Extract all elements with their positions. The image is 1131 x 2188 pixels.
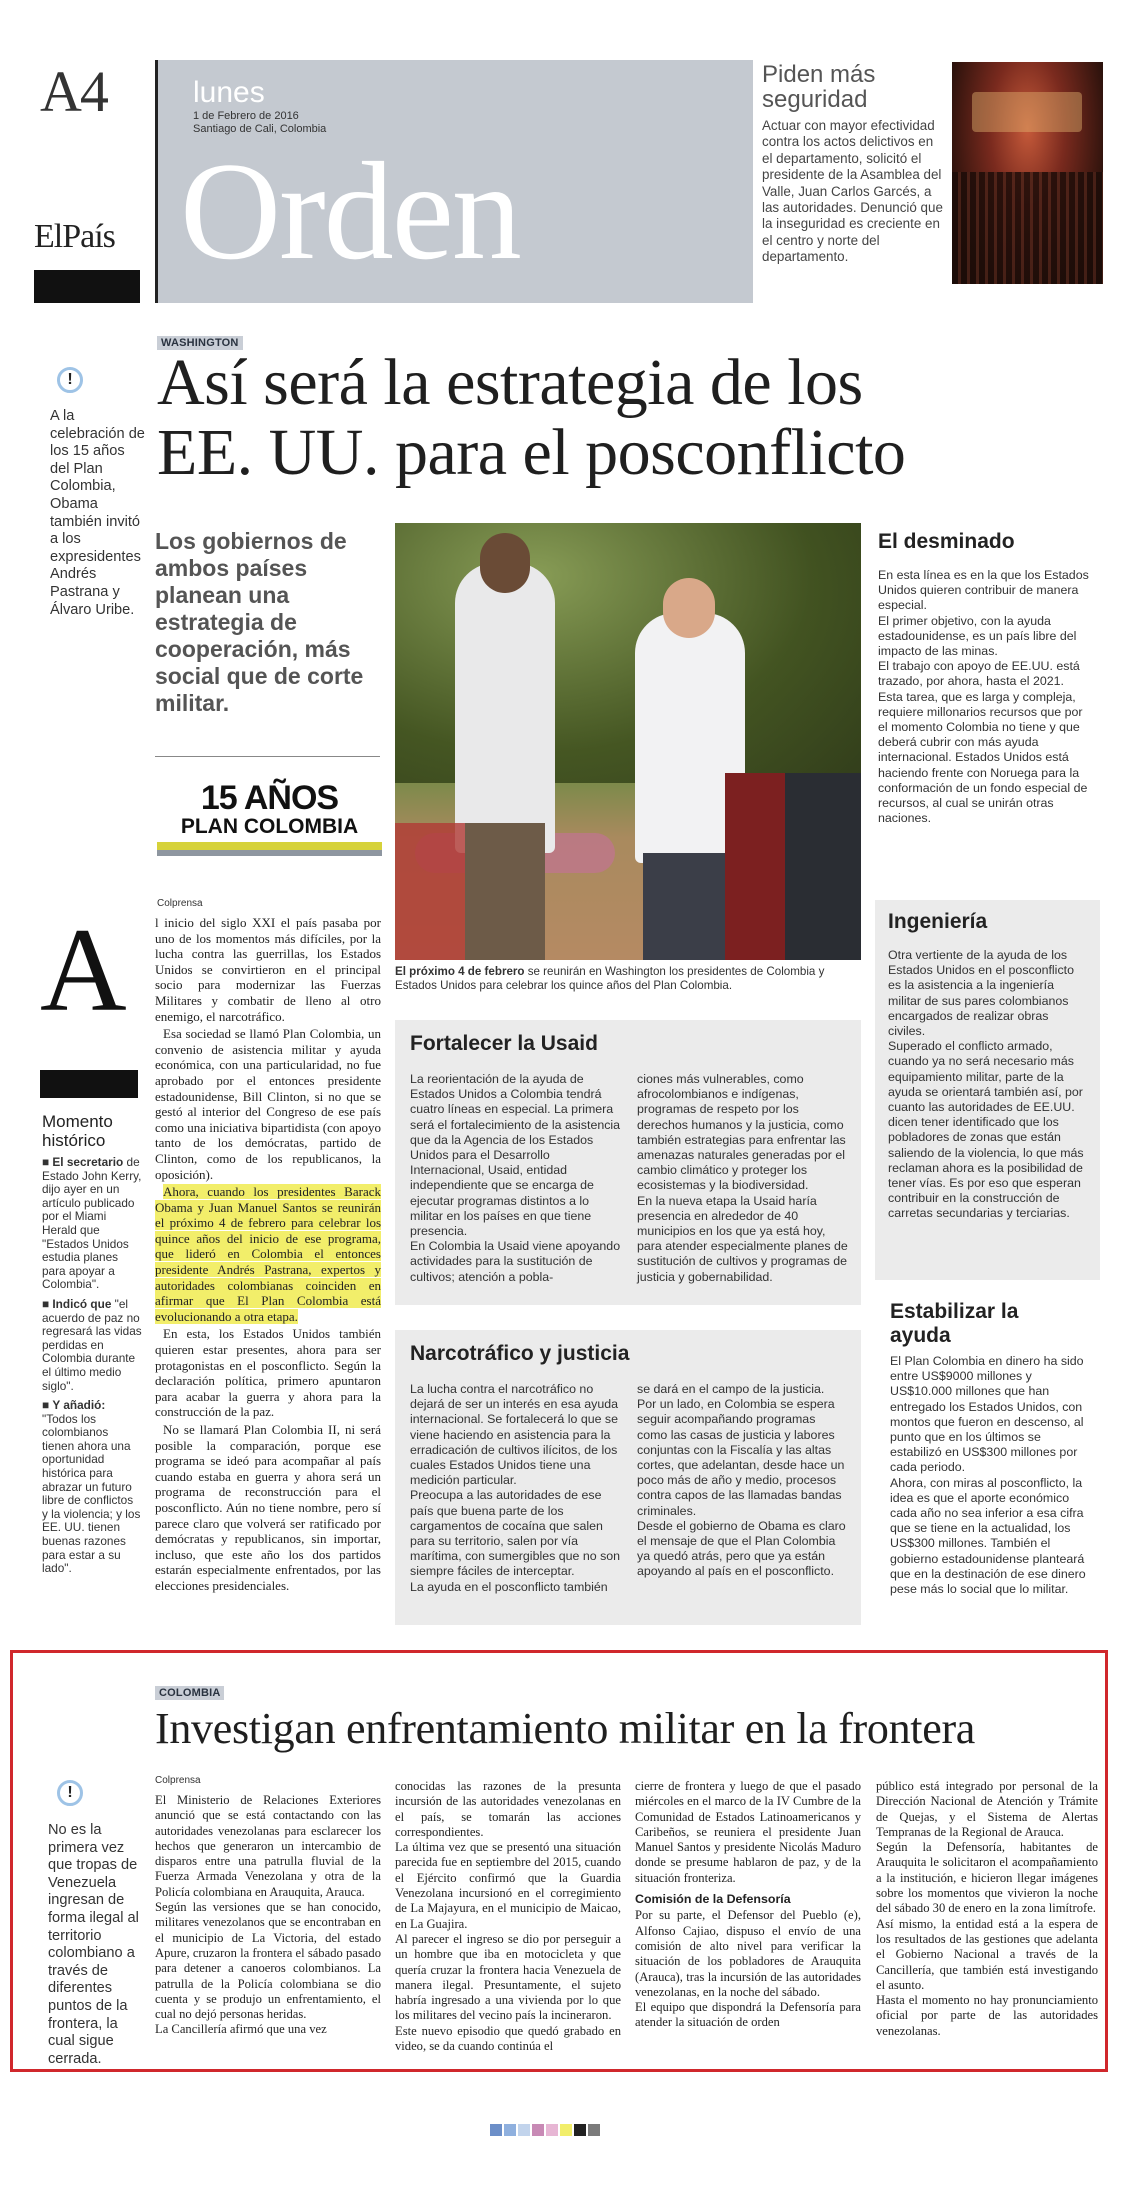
momento-item: ■ El secretario de Estado John Kerry, dijo ayer en un artículo publicado por el Miami Herald que "Estados Unidos estudia planes para apoyar a Colombia". xyxy=(42,1155,142,1292)
masthead-day: lunes xyxy=(193,76,265,109)
estabilizar-section xyxy=(890,1300,1095,1597)
usaid-box xyxy=(395,1020,861,1305)
ingenieria-body: Otra vertiente de la ayuda de los Estados Unidos en el posconflicto es la asistencia a la ingeniería militar de sus pares colombianos encargados de realizar obras civiles. Superado el conflicto armado, cuando ya no será necesario más equipamiento militar, parte de la ayuda se orientará también así, por cuanto las autoridades de EE.UU. dicen tener identificado que los pobladores de zonas que están saliendo de la violencia, lo que más reclaman ahora es la posibilidad de tener vías. Es por eso que esperan contribuir en la construcción de carretas secundarias y terciarias. xyxy=(888,948,1084,1221)
momento-title: Momento histórico xyxy=(42,1112,113,1150)
exclamation-icon: ! xyxy=(57,1780,83,1806)
teaser-photo xyxy=(952,62,1103,284)
story1-body xyxy=(155,915,381,1596)
headline-line-2: EE. UU. para el posconflicto xyxy=(157,416,906,489)
estabilizar-title: Estabilizar la ayuda xyxy=(890,1300,1019,1347)
momento-historico xyxy=(42,1112,142,1582)
teaser-title: Piden más seguridad xyxy=(762,61,876,113)
momento-item: ■ Indicó que "el acuerdo de paz no regresará las vidas perdidas en Colombia durante el último medio siglo". xyxy=(42,1296,142,1393)
estabilizar-body: El Plan Colombia en dinero ha sido entre US$9000 millones y US$10.000 millones que han entregado los Estados Unidos, con montos que fueron en descenso, al punto que en los últimos se estabilizó en US$300 millones por cada periodo. Ahora, con miras al posconflicto, la idea es que el aporte económico cada año no sea inferior a esa cifra que se tiene en la actualidad, los US$300 millones. También el gobierno estadounidense planteará que en la destinación de ese dinero pese más lo social que lo militar. xyxy=(890,1354,1086,1597)
narco-box xyxy=(395,1330,861,1625)
story2-tag xyxy=(155,1683,224,1701)
logo-band-yellow xyxy=(157,842,382,850)
logo-top-text: 15 AÑOS xyxy=(200,779,339,817)
narco-title: Narcotráfico y justicia xyxy=(410,1342,630,1365)
body-paragraph: l inicio del siglo XXI el país pasaba por uno de los momentos más difíciles, por la lucha contra las guerrillas, los Estados Unidos se convirtieron en el principal socio para modernizar las Fuerzas Militares y combatir de lleno al otro enemigo, el narcotráfico. xyxy=(155,915,381,1024)
register-swatch xyxy=(518,2124,530,2136)
masthead-city: Santiago de Cali, Colombia xyxy=(193,123,327,135)
story2-col-3 xyxy=(635,1779,861,2031)
story2-credit: Colprensa xyxy=(155,1775,201,1786)
story2-aside: No es la primera vez que tropas de Venezuela ingresan de forma ilegal al territorio colombiano a través de diferentes puntos de la frontera, la cual sigue cerrada. xyxy=(48,1822,139,2067)
body-paragraph: No se llamará Plan Colombia II, ni será posible la comparación, porque ese programa se ideó para acompañar al país cuando estaba en guerra y ahora será un programa de reconstrucción para el posconflicto. Aún no tiene nombre, pero sí parece claro que volverá ser ratificado por demócratas y republicanos, sin importar, incluso, que este año los dos partidos estarán especialmente enfrentados, por las elecciones presidenciales. xyxy=(155,1422,381,1593)
usaid-col-1: La reorientación de la ayuda de Estados Unidos a Colombia tendrá cuatro líneas en especial. La primera será el fortalecimiento de la asistencia que da la Agencia de los Estados Unidos para el Desarrollo Internacional, Usaid, entidad independiente que se encarga de ejecutar programas distintos a lo militar en los países en que tiene presencia. En Colombia la Usaid viene apoyando actividades para la sustitución de cultivos; atención a pobla- xyxy=(410,1072,621,1284)
register-swatch xyxy=(560,2124,572,2136)
desminado-body: En esta línea es en la que los Estados Unidos quieren contribuir de manera especial. El primer objetivo, con la ayuda estadounidense, es un país libre del impacto de las minas. El trabajo con apoyo de EE.UU. está trazado, por ahora, hasta el 2021. Esta tarea, que es larga y compleja, requiere millonarios recursos que por el momento Colombia no tiene y que deberá cubrir con más ayuda internacional. Estados Unidos está haciendo frente con Noruega para la conformación de un fondo especial de recursos, al cual se unirán otras naciones. xyxy=(878,568,1089,826)
register-swatch xyxy=(532,2124,544,2136)
divider xyxy=(155,756,380,757)
momento-item: ■ Y añadió: "Todos los colombianos tienen ahora una oportunidad histórica para abrazar un futuro libre de conflictos y la violencia; y los EE. UU. tienen buenas razones para estar a su lado". xyxy=(42,1398,141,1576)
narco-col-1: La lucha contra el narcotráfico no dejará de ser un interés en esa ayuda internacional. Se fortalecerá lo que se viene haciendo en asistencia para la erradicación de cultivos ilícitos, de los cuales Estados Unidos tiene una medición particular. Preocupa a las autoridades de ese país que buena parte de los cargamentos de cocaína que salen para su territorio, salen por vía marítima, con sumergibles que no son siempre fáciles de interceptar. La ayuda en el posconflicto también xyxy=(410,1382,621,1594)
teaser xyxy=(762,62,947,266)
story1-subhead: Los gobiernos de ambos países planean una estrategia de cooperación, más social que de corte militar. xyxy=(155,528,364,716)
desminado-title: El desminado xyxy=(878,530,1015,553)
story2-headline: Investigan enfrentamiento militar en la frontera xyxy=(155,1704,976,1753)
story2-col-4: público está integrado por personal de la Dirección Nacional de Atención y Trámite de Quejas, y el Sistema de Alertas Tempranas de la Regional de Arauca. Según la Defensoría, habitantes de Arauquita le solicitaron el acompañamiento a la institución, e hicieron llegar imágenes sobre los momentos que vivieron la noche del sábado 30 de enero en la zona limítrofe. Así mismo, la entidad está a la espera de los resultados de las gestiones que adelanta el Gobierno Nacional a través de la Cancillería, que también está investigando el asunto. Hasta el momento no hay pronunciamiento oficial por parte de las autoridades venezolanas. xyxy=(876,1779,1098,2038)
ingenieria-title: Ingeniería xyxy=(888,910,988,933)
register-swatch xyxy=(588,2124,600,2136)
usaid-col-2: ciones más vulnerables, como afrocolombianos e indígenas, programas de respeto por los derechos humanos y la justicia, como también estrategias para enfrentar las amenazas naturales generadas por el cambio climático y proteger los ecosistemas y la biodiversidad. En la nueva etapa la Usaid haría presencia en alrededor de 40 municipios en los que ya está hoy, para atender especialmente planes de sustitución de cultivos y programas de justicia y gobernabilidad. xyxy=(637,1072,848,1284)
col3-text-b: Por su parte, el Defensor del Pueblo (e), Alfonso Cajiao, dispuso el envío de una comisión de alto nivel para verificar la situación de los pobladores de Arauquita (Arauca), tras la incursión de las autoridades venezolanas, en la noche del sábado. El equipo que dispondrá la Defensoría para atender la situación de orden xyxy=(635,1908,861,2030)
usaid-title: Fortalecer la Usaid xyxy=(410,1032,598,1055)
register-swatch xyxy=(504,2124,516,2136)
logo-band-grey xyxy=(157,850,382,856)
paper-logo: ElPaís xyxy=(34,218,115,255)
story2-col-1: El Ministerio de Relaciones Exteriores anunció que se está contactando con las autoridades venezolanas para esclarecer los hechos que generaron un intercambio de disparos entre una patrulla fluvial de la Fuerza Armada Venezolana y otra de la Policía colombiana en Arauquita, Arauca. Según las versiones que se han conocido, militares venezolanos que se encontraban en el municipio de La Victoria, del estado Apure, cruzaron la frontera el sábado pasado para detener a canoeros colombianos. La patrulla de la Policía colombiana se dio cuenta y se produjo un enfrentamiento, el cual no dejó personas heridas. La Cancillería afirmó que una vez xyxy=(155,1793,381,2037)
col3-text-a: cierre de frontera y luego de que el pasado miércoles en el marco de la IV Cumbre de la Comunidad de Estados Latinoamericanos y Caribeños, se reuniera el presidente Juan Manuel Santos y presidente Nicolás Maduro donde se presume hablaron de paz, y de la situación fronteriza. xyxy=(635,1779,861,1885)
section-tag: COLOMBIA xyxy=(155,1686,224,1700)
story1-headline xyxy=(157,348,905,488)
paper-logo-bar xyxy=(34,270,140,303)
story1-aside: A la celebración de los 15 años del Plan Colombia, Obama también invitó a los expresidentes Andrés Pastrana y Álvaro Uribe. xyxy=(50,408,145,618)
page-code: A4 xyxy=(40,59,107,124)
section-tag: WASHINGTON xyxy=(157,336,243,350)
logo-bottom-text: PLAN COLOMBIA xyxy=(180,815,359,838)
masthead-band xyxy=(155,60,753,303)
desminado-section xyxy=(878,530,1090,826)
drop-cap-bar xyxy=(40,1070,138,1098)
color-register-bar xyxy=(490,2124,600,2136)
exclamation-icon: ! xyxy=(57,367,83,393)
story1-credit: Colprensa xyxy=(157,898,203,909)
ingenieria-box xyxy=(875,900,1100,1280)
headline-line-1: Así será la estrategia de los xyxy=(157,346,863,419)
presidents-photo xyxy=(395,523,861,960)
col3-subhead: Comisión de la Defensoría xyxy=(635,1892,791,1907)
masthead-date: 1 de Febrero de 2016 xyxy=(193,110,299,122)
narco-col-2: se dará en el campo de la justicia. Por un lado, en Colombia se espera seguir acompañando programas como las casas de justicia y labores conjuntas con la Fiscalía y las altas cortes, que adelantan, desde hace un poco más de año y medio, procesos contra capos de las llamadas bandas criminales. Desde el gobierno de Obama es claro el mensaje de que el Plan Colombia ya quedó atrás, pero que ya están apoyando al país en el posconflicto. xyxy=(637,1382,846,1579)
body-paragraph-highlighted: Ahora, cuando los presidentes Barack Obama y Juan Manuel Santos se reunirán el próximo 4 de febrero para celebrar los quince años del inicio de ese programa, que lideró en Colombia el entonces presidente Andrés Pastrana, expertos y autoridades colombianas coinciden en afirmar que El Plan Colombia está evolucionando a otra etapa. xyxy=(155,1184,381,1324)
section-title: Orden xyxy=(180,134,520,289)
plan-colombia-logo xyxy=(157,780,382,856)
register-swatch xyxy=(574,2124,586,2136)
story2-col-2: conocidas las razones de la presunta incursión de las autoridades venezolanas en el país, se tomarán las acciones correspondientes. La última vez que se presentó una situación parecida fue en septiembre del 2015, cuando el Ejército confirmó que la Guardia Venezolana incursionó en el corregimiento de La Majayura, en el municipio de Maicao, en La Guajira. Al parecer el ingreso se dio por perseguir a un hombre que iba en motocicleta y que quería cruzar la frontera hacia Venezuela de manera ilegal. Presuntamente, el sujeto habría ingresado a una vivienda por lo que los militares del vecino país la incineraron. Este nuevo episodio que quedó grabado en video, se da cuando continúa el xyxy=(395,1779,621,2054)
photo-caption: El próximo 4 de febrero se reunirán en Washington los presidentes de Colombia y Estados Unidos para celebrar los quince años del Plan Colombia. xyxy=(395,965,825,993)
drop-cap: A xyxy=(40,903,127,1036)
teaser-body: Actuar con mayor efectividad contra los actos delictivos en el departamento, solicitó el presidente de la Asamblea del Valle, Juan Carlos Garcés, a las autoridades. Denunció que la inseguridad es creciente en el centro y norte del departamento. xyxy=(762,118,943,265)
body-paragraph: En esta, los Estados Unidos también quieren estar presentes, ahora para ser protagonistas en el posconflicto. Según la declaración política, primero apuntaron para acabar la guerra y ahora para la construcción de la paz. xyxy=(155,1326,381,1420)
body-paragraph: Esa sociedad se llamó Plan Colombia, un convenio de asistencia militar y ayuda económica, con una particularidad, no fue aprobado por el entonces presidente estadounidense, Bill Clinton, si no que se gestó al interior del Congreso de ese país como una iniciativa bipartidista (con apoyo tanto de los demócratas, partido de Clinton, como de los republicanos, la oposición). xyxy=(155,1026,381,1182)
register-swatch xyxy=(490,2124,502,2136)
register-swatch xyxy=(546,2124,558,2136)
